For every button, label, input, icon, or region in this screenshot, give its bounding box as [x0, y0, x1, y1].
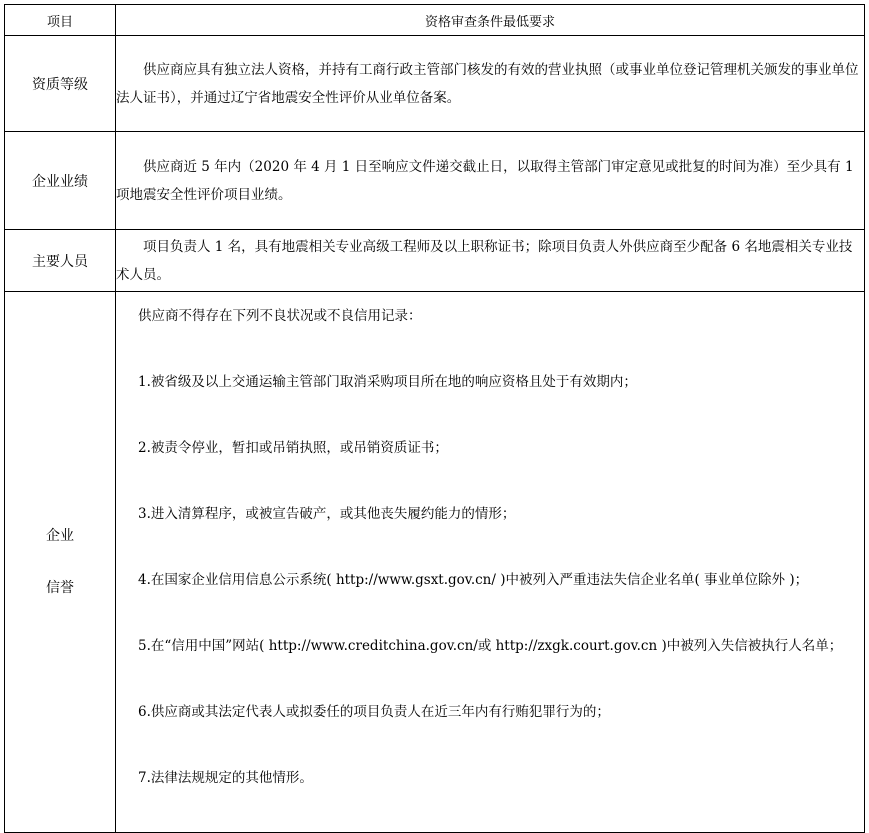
row-text: 项目负责人 1 名，具有地震相关专业高级工程师及以上职称证书；除项目负责人外供应商至少配备 6 名地震相关专业技术人员。 — [116, 238, 853, 283]
header-requirement: 资格审查条件最低要求 — [116, 5, 865, 36]
list-item: 4.在国家企业信用信息公示系统( http://www.gsxt.gov.cn/ )中被列入严重违法失信企业名单( 事业单位除外 )； — [138, 572, 809, 588]
row-text: 供应商近 5 年内（2020 年 4 月 1 日至响应文件递交截止日，以取得主管部门审定意见或批复的时间为准）至少具有 1 项地震安全性评价项目业绩。 — [116, 158, 854, 203]
row-credit — [5, 292, 865, 833]
row-label: 主要人员 — [5, 230, 116, 292]
qualification-table — [4, 4, 865, 833]
credit-label — [5, 292, 116, 833]
row-label: 资质等级 — [5, 36, 116, 132]
list-item: 7.法律法规规定的其他情形。 — [138, 770, 313, 786]
row-qualification-level — [5, 36, 865, 132]
list-item: 3.进入清算程序，或被宣告破产，或其他丧失履约能力的情形； — [138, 506, 516, 522]
header-row — [5, 5, 865, 36]
credit-list — [116, 292, 864, 832]
list-item: 2.被责令停业，暂扣或吊销执照，或吊销资质证书； — [138, 440, 448, 456]
list-item: 6.供应商或其法定代表人或拟委任的项目负责人在近三年内有行贿犯罪行为的； — [138, 704, 610, 720]
header-item: 项目 — [5, 5, 116, 36]
credit-label-line1: 企业 — [46, 528, 74, 544]
row-text: 供应商应具有独立法人资格，并持有工商行政主管部门核发的有效的营业执照（或事业单位登记管理机关颁发的事业单位法人证书），并通过辽宁省地震安全性评价从业单位备案。 — [116, 61, 859, 106]
list-item: 5.在“信用中国”网站( http://www.creditchina.gov.cn/或 http://zxgk.court.gov.cn )中被列入失信被执行人名单； — [138, 638, 843, 654]
row-performance — [5, 132, 865, 230]
row-label: 企业业绩 — [5, 132, 116, 230]
credit-intro: 供应商不得存在下列不良状况或不良信用记录： — [138, 308, 422, 324]
row-key-personnel — [5, 230, 865, 292]
credit-label-line2: 信誉 — [46, 580, 74, 596]
list-item: 1.被省级及以上交通运输主管部门取消采购项目所在地的响应资格且处于有效期内； — [138, 374, 637, 390]
